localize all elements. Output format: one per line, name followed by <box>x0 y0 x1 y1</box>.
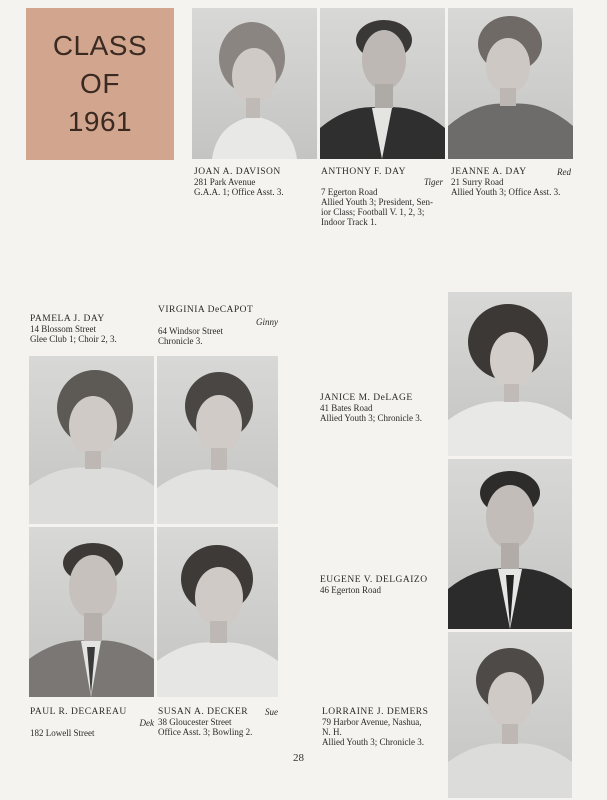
student-name: JEANNE A. DAY <box>451 167 527 177</box>
student-name: JANICE M. DeLAGE <box>320 393 413 403</box>
student-activities: Chronicle 3. <box>158 336 203 346</box>
student-activities: Allied Youth 3; Chronicle 3. <box>320 413 423 423</box>
student-name: SUSAN A. DECKER <box>158 707 249 717</box>
class-title-block <box>26 8 174 160</box>
student-address: 281 Park Avenue <box>194 177 256 187</box>
student-activities: Glee Club 1; Choir 2, 3. <box>30 334 117 344</box>
student-activities: G.A.A. 1; Office Asst. 3. <box>194 187 284 197</box>
student-address: 41 Bates Road <box>320 403 373 413</box>
student-name: EUGENE V. DELGAIZO <box>320 575 428 585</box>
caption-paul-decareau <box>30 707 154 738</box>
student-name: PAUL R. DECAREAU <box>30 707 127 717</box>
student-address: N. H. <box>322 727 342 737</box>
student-address: 21 Surry Road <box>451 177 504 187</box>
student-activities: Allied Youth 3; Office Asst. 3. <box>451 187 561 197</box>
student-nickname: Dek <box>139 718 154 728</box>
caption-virginia-decapot <box>158 305 278 346</box>
portrait-pamela-day <box>29 356 154 524</box>
title-of: OF <box>80 68 120 99</box>
caption-jeanne-day <box>451 167 571 197</box>
student-name: VIRGINIA DeCAPOT <box>158 305 254 315</box>
student-activities: Allied Youth 3; President, Sen- <box>321 197 434 207</box>
caption-janice-delage <box>320 393 442 423</box>
student-address: 38 Gloucester Street <box>158 717 232 727</box>
student-address: 182 Lowell Street <box>30 728 95 738</box>
student-nickname: Ginny <box>256 317 278 327</box>
caption-lorraine-demers <box>322 707 444 747</box>
portrait-lorraine-demers <box>448 632 572 798</box>
student-nickname: Sue <box>265 707 278 717</box>
portrait-jeanne-day <box>448 8 573 159</box>
caption-anthony-day <box>321 167 443 227</box>
portrait-joan-davison <box>192 8 317 159</box>
student-activities: Allied Youth 3; Chronicle 3. <box>322 737 425 747</box>
caption-eugene-delgaizo <box>320 575 442 595</box>
portrait-virginia-decapot <box>157 356 278 524</box>
student-name: LORRAINE J. DEMERS <box>322 707 429 717</box>
caption-pamela-day <box>30 314 154 344</box>
student-nickname: Red <box>557 167 571 177</box>
student-name: PAMELA J. DAY <box>30 314 105 324</box>
student-address: 46 Egerton Road <box>320 585 381 595</box>
title-class: CLASS <box>52 30 148 61</box>
portrait-janice-delage <box>448 292 572 456</box>
portrait-susan-decker <box>157 527 278 697</box>
student-address: 79 Harbor Avenue, Nashua, <box>322 717 422 727</box>
caption-susan-decker <box>158 707 278 737</box>
student-address: 64 Windsor Street <box>158 326 223 336</box>
page-number: 28 <box>293 752 304 764</box>
student-activities: Office Asst. 3; Bowling 2. <box>158 727 253 737</box>
caption-joan-davison <box>194 167 314 197</box>
student-address: 14 Blossom Street <box>30 324 97 334</box>
student-name: JOAN A. DAVISON <box>194 167 281 177</box>
student-address: 7 Egerton Road <box>321 187 378 197</box>
portrait-eugene-delgaizo <box>448 459 572 629</box>
student-activities: ior Class; Football V. 1, 2, 3; <box>321 207 425 217</box>
student-activities: Indoor Track 1. <box>321 217 377 227</box>
portrait-anthony-day <box>320 8 445 159</box>
portrait-paul-decareau <box>29 527 154 697</box>
student-nickname: Tiger <box>423 177 443 187</box>
title-year: 1961 <box>67 106 133 137</box>
student-name: ANTHONY F. DAY <box>321 167 406 177</box>
